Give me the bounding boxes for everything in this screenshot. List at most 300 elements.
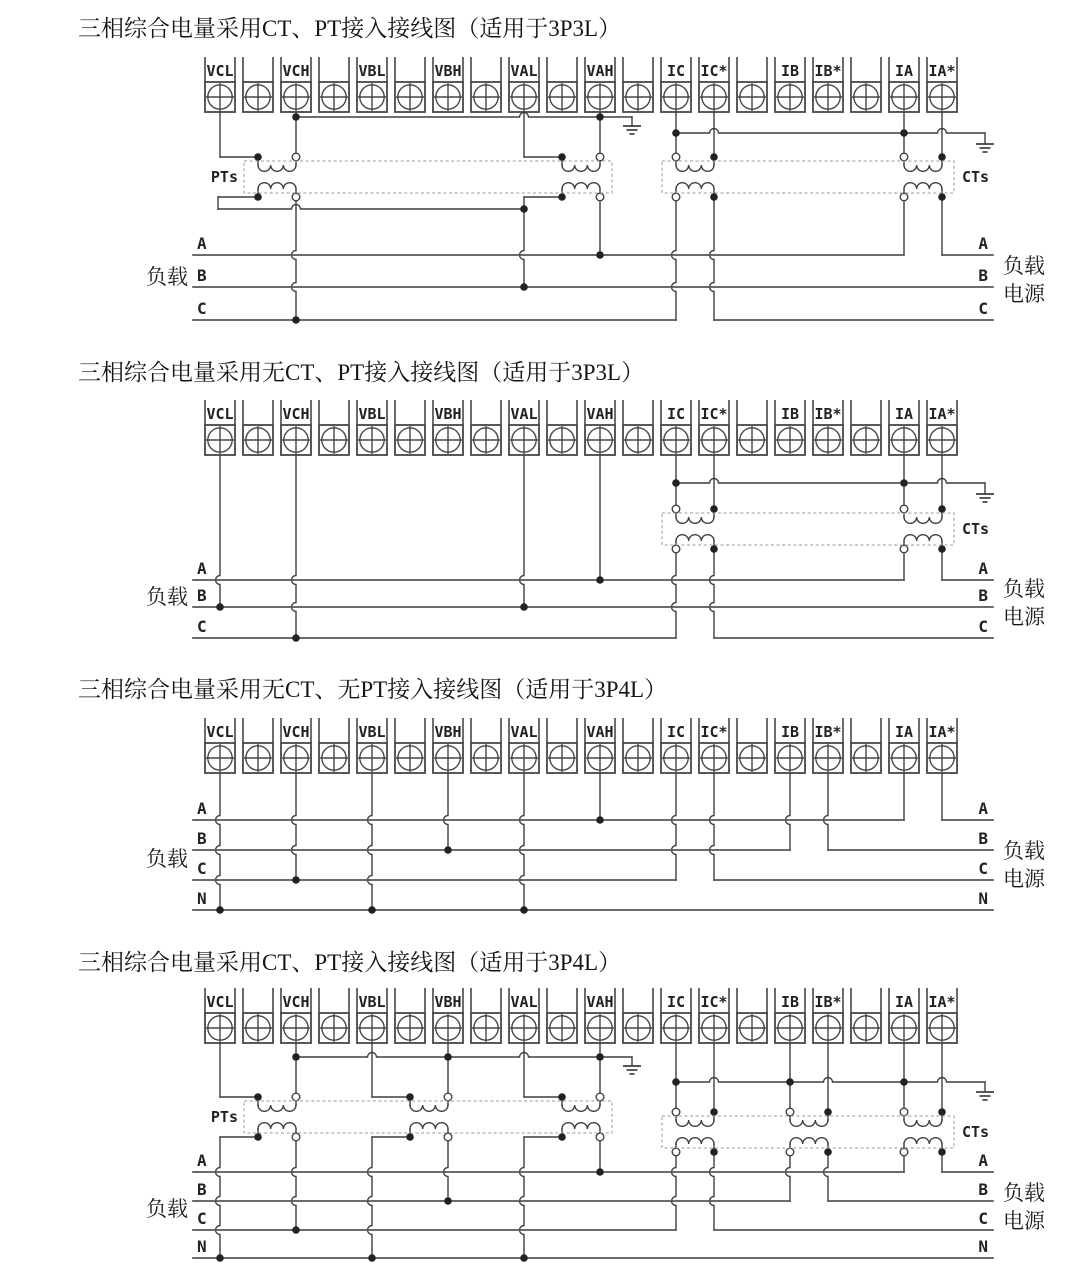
terminal-IB*	[813, 988, 843, 1043]
terminal-blank-14	[737, 400, 767, 455]
terminal-IC	[661, 718, 691, 773]
wire	[444, 773, 449, 850]
junction-dot-icon	[938, 193, 946, 201]
terminal-label-VAH: VAH	[586, 723, 614, 741]
junction-dot-icon	[938, 1108, 946, 1116]
phase-label-left-N: N	[197, 889, 207, 908]
load-source-label-line2: 电源	[1003, 867, 1045, 891]
pt-group-label: PTs	[210, 1108, 238, 1126]
terminal-label-VBH: VBH	[434, 723, 462, 741]
terminal-blank-3	[319, 400, 349, 455]
wire	[786, 1152, 791, 1201]
junction-dot-icon	[254, 153, 262, 161]
wire	[786, 773, 791, 850]
polarity-circle-icon	[672, 193, 680, 201]
terminal-blank-9	[547, 400, 577, 455]
transformer-winding	[676, 517, 714, 523]
wire	[672, 773, 677, 880]
terminal-label-IB: IB	[780, 62, 800, 80]
diagram-title: 三相综合电量采用无CT、无PT接入接线图（适用于3P4L）	[78, 677, 668, 702]
terminal-blank-1	[243, 400, 273, 455]
wire	[520, 455, 524, 607]
junction-dot-icon	[824, 1108, 832, 1116]
polarity-circle-icon	[596, 1133, 604, 1141]
terminal-label-VCH: VCH	[282, 405, 310, 423]
terminal-label-IB*: IB*	[814, 993, 842, 1011]
wire	[520, 773, 525, 910]
junction-dot-icon	[900, 1078, 908, 1086]
junction-dot-icon	[444, 1197, 452, 1205]
junction-dot-icon	[938, 153, 946, 161]
terminal-blank-7	[471, 718, 501, 773]
wire	[676, 479, 985, 484]
terminal-label-VAL: VAL	[510, 405, 538, 423]
terminal-label-IB: IB	[780, 405, 800, 423]
junction-dot-icon	[558, 193, 566, 201]
terminal-VAL	[509, 57, 539, 112]
wire	[672, 197, 677, 320]
polarity-circle-icon	[292, 193, 300, 201]
junction-dot-icon	[824, 1148, 832, 1156]
wire	[710, 1152, 715, 1230]
phase-label-right-C: C	[978, 617, 988, 636]
terminal-IC	[661, 57, 691, 112]
junction-dot-icon	[900, 479, 908, 487]
terminal-VBL	[357, 57, 387, 112]
transformer-winding	[258, 183, 296, 189]
polarity-circle-icon	[900, 545, 908, 553]
terminal-VCH	[281, 718, 311, 773]
terminal-blank-11	[623, 988, 653, 1043]
terminal-label-VCH: VCH	[282, 62, 310, 80]
terminal-IA*	[927, 57, 957, 112]
junction-dot-icon	[216, 603, 224, 611]
junction-dot-icon	[596, 576, 604, 584]
terminal-label-VBL: VBL	[358, 723, 386, 741]
terminal-IC*	[699, 400, 729, 455]
phase-label-left-N: N	[197, 1237, 207, 1256]
transformer-winding	[562, 1123, 600, 1129]
terminal-IC*	[699, 988, 729, 1043]
terminal-blank-1	[243, 718, 273, 773]
phase-label-left-B: B	[197, 586, 207, 605]
terminal-VAH	[585, 57, 615, 112]
phase-label-left-A: A	[197, 559, 207, 578]
polarity-circle-icon	[900, 505, 908, 513]
terminal-VAH	[585, 718, 615, 773]
junction-dot-icon	[596, 1168, 604, 1176]
junction-dot-icon	[216, 906, 224, 914]
terminal-IB*	[813, 57, 843, 112]
terminal-blank-3	[319, 988, 349, 1043]
terminal-blank-17	[851, 57, 881, 112]
terminal-blank-17	[851, 718, 881, 773]
transformer-winding	[562, 165, 600, 171]
load-source-label-line1: 负载	[1003, 254, 1045, 278]
terminal-label-VCL: VCL	[206, 723, 234, 741]
polarity-circle-icon	[672, 545, 680, 553]
terminal-VCH	[281, 988, 311, 1043]
junction-dot-icon	[216, 1254, 224, 1262]
terminal-VBL	[357, 988, 387, 1043]
terminal-blank-7	[471, 400, 501, 455]
terminal-IB	[775, 988, 805, 1043]
wire	[710, 773, 715, 880]
phase-label-right-B: B	[978, 1180, 988, 1199]
load-label-left: 负载	[146, 265, 188, 289]
phase-label-left-C: C	[197, 1209, 207, 1228]
phase-label-right-A: A	[978, 799, 988, 818]
terminal-IB*	[813, 400, 843, 455]
junction-dot-icon	[254, 193, 262, 201]
junction-dot-icon	[938, 1148, 946, 1156]
terminal-label-VAL: VAL	[510, 723, 538, 741]
diagram-title: 三相综合电量采用CT、PT接入接线图（适用于3P3L）	[78, 16, 622, 41]
pt-group-box	[244, 161, 612, 193]
transformer-winding	[562, 183, 600, 189]
polarity-circle-icon	[900, 1148, 908, 1156]
terminal-IB	[775, 400, 805, 455]
terminal-label-VAL: VAL	[510, 993, 538, 1011]
terminal-blank-9	[547, 718, 577, 773]
terminal-label-IA: IA	[894, 62, 914, 80]
terminal-VCH	[281, 400, 311, 455]
transformer-winding	[676, 165, 714, 171]
terminal-IA	[889, 718, 919, 773]
terminal-blank-3	[319, 718, 349, 773]
transformer-winding	[904, 183, 942, 189]
polarity-circle-icon	[786, 1108, 794, 1116]
phase-label-left-A: A	[197, 234, 207, 253]
wire	[216, 773, 221, 910]
junction-dot-icon	[710, 1148, 718, 1156]
junction-dot-icon	[900, 129, 908, 137]
terminal-IC*	[699, 57, 729, 112]
phase-label-left-B: B	[197, 829, 207, 848]
phase-label-right-C: C	[978, 859, 988, 878]
terminal-IC*	[699, 718, 729, 773]
junction-dot-icon	[710, 193, 718, 201]
ct-group-box	[662, 161, 954, 193]
terminal-label-VBH: VBH	[434, 993, 462, 1011]
transformer-winding	[904, 1120, 942, 1126]
terminal-IC	[661, 400, 691, 455]
polarity-circle-icon	[292, 153, 300, 161]
terminal-label-VAL: VAL	[510, 62, 538, 80]
ct-group-label: CTs	[962, 1123, 990, 1141]
load-label-left: 负载	[146, 847, 188, 871]
phase-label-left-C: C	[197, 617, 207, 636]
diagram-3p3l-ct-only	[78, 360, 1046, 642]
terminal-label-IC: IC	[666, 62, 686, 80]
terminal-blank-14	[737, 718, 767, 773]
load-label-left: 负载	[146, 1197, 188, 1221]
terminal-IA*	[927, 400, 957, 455]
terminal-label-IA*: IA*	[928, 723, 956, 741]
terminal-label-IC*: IC*	[700, 723, 728, 741]
wire	[672, 1152, 677, 1230]
terminal-blank-9	[547, 57, 577, 112]
terminal-label-VCH: VCH	[282, 993, 310, 1011]
terminal-IA	[889, 57, 919, 112]
pt-group-label: PTs	[210, 168, 238, 186]
terminal-blank-14	[737, 988, 767, 1043]
junction-dot-icon	[596, 251, 604, 259]
terminal-blank-14	[737, 57, 767, 112]
junction-dot-icon	[292, 1053, 300, 1061]
junction-dot-icon	[444, 846, 452, 854]
terminal-label-VBL: VBL	[358, 993, 386, 1011]
junction-dot-icon	[292, 1226, 300, 1234]
phase-label-left-C: C	[197, 299, 207, 318]
junction-dot-icon	[520, 205, 528, 213]
terminal-label-VBL: VBL	[358, 62, 386, 80]
terminal-IB	[775, 57, 805, 112]
transformer-winding	[904, 165, 942, 171]
pt-group-box	[244, 1101, 612, 1133]
polarity-circle-icon	[444, 1133, 452, 1141]
wire	[292, 455, 297, 638]
polarity-circle-icon	[596, 153, 604, 161]
junction-dot-icon	[254, 1133, 262, 1141]
junction-dot-icon	[672, 1078, 680, 1086]
phase-label-right-A: A	[978, 559, 988, 578]
terminal-VCL	[205, 718, 235, 773]
junction-dot-icon	[596, 816, 604, 824]
terminal-VBH	[433, 57, 463, 112]
diagram-title: 三相综合电量采用无CT、PT接入接线图（适用于3P3L）	[78, 360, 645, 385]
transformer-winding	[258, 1123, 296, 1129]
phase-label-right-N: N	[978, 889, 988, 908]
terminal-label-IB: IB	[780, 723, 800, 741]
terminal-label-IB*: IB*	[814, 723, 842, 741]
wire	[292, 773, 297, 880]
junction-dot-icon	[520, 283, 528, 291]
load-source-label-line1: 负载	[1003, 1181, 1045, 1205]
junction-dot-icon	[710, 1108, 718, 1116]
junction-dot-icon	[596, 1053, 604, 1061]
phase-label-right-B: B	[978, 586, 988, 605]
transformer-winding	[410, 1105, 448, 1111]
terminal-label-IC*: IC*	[700, 993, 728, 1011]
polarity-circle-icon	[672, 153, 680, 161]
junction-dot-icon	[710, 505, 718, 513]
junction-dot-icon	[520, 906, 528, 914]
terminal-blank-1	[243, 57, 273, 112]
wire	[520, 1137, 525, 1258]
phase-label-left-A: A	[197, 799, 207, 818]
junction-dot-icon	[254, 1093, 262, 1101]
load-source-label-line1: 负载	[1003, 577, 1045, 601]
terminal-IA*	[927, 718, 957, 773]
polarity-circle-icon	[444, 1093, 452, 1101]
phase-label-right-C: C	[978, 299, 988, 318]
terminal-IA*	[927, 988, 957, 1043]
junction-dot-icon	[406, 1093, 414, 1101]
junction-dot-icon	[786, 1078, 794, 1086]
terminal-VBH	[433, 988, 463, 1043]
terminal-label-IA*: IA*	[928, 993, 956, 1011]
transformer-winding	[562, 1105, 600, 1111]
transformer-winding	[676, 535, 714, 541]
junction-dot-icon	[558, 1133, 566, 1141]
polarity-circle-icon	[292, 1133, 300, 1141]
junction-dot-icon	[292, 876, 300, 884]
wire	[216, 1137, 221, 1258]
wire	[292, 1137, 297, 1230]
transformer-winding	[410, 1123, 448, 1129]
terminal-VBL	[357, 718, 387, 773]
junction-dot-icon	[520, 1254, 528, 1262]
terminal-label-IB*: IB*	[814, 62, 842, 80]
terminal-VBH	[433, 718, 463, 773]
terminal-VCL	[205, 57, 235, 112]
terminal-IA	[889, 400, 919, 455]
terminal-VAL	[509, 400, 539, 455]
terminal-blank-5	[395, 988, 425, 1043]
junction-dot-icon	[938, 545, 946, 553]
terminal-label-VBL: VBL	[358, 405, 386, 423]
wire	[676, 1078, 985, 1083]
polarity-circle-icon	[596, 193, 604, 201]
transformer-winding	[790, 1138, 828, 1144]
junction-dot-icon	[292, 316, 300, 324]
terminal-VCL	[205, 400, 235, 455]
terminal-label-IA: IA	[894, 993, 914, 1011]
phase-label-right-A: A	[978, 1151, 988, 1170]
terminal-label-VAH: VAH	[586, 405, 614, 423]
terminal-label-VAH: VAH	[586, 62, 614, 80]
polarity-circle-icon	[672, 1148, 680, 1156]
wire	[292, 197, 297, 320]
junction-dot-icon	[710, 153, 718, 161]
terminal-blank-5	[395, 718, 425, 773]
transformer-winding	[904, 1138, 942, 1144]
load-source-label-line1: 负载	[1003, 839, 1045, 863]
terminal-VBL	[357, 400, 387, 455]
ct-group-box	[662, 1116, 954, 1148]
junction-dot-icon	[292, 634, 300, 642]
wire	[824, 773, 829, 850]
diagram-title: 三相综合电量采用CT、PT接入接线图（适用于3P4L）	[78, 950, 622, 975]
terminal-blank-7	[471, 988, 501, 1043]
load-source-label-line2: 电源	[1003, 282, 1045, 306]
junction-dot-icon	[710, 545, 718, 553]
junction-dot-icon	[558, 1093, 566, 1101]
terminal-label-VBH: VBH	[434, 62, 462, 80]
wire	[444, 1137, 449, 1201]
wire	[368, 1137, 373, 1258]
terminal-blank-11	[623, 718, 653, 773]
junction-dot-icon	[520, 603, 528, 611]
terminal-blank-17	[851, 988, 881, 1043]
junction-dot-icon	[938, 505, 946, 513]
terminal-label-VCH: VCH	[282, 723, 310, 741]
terminal-blank-5	[395, 400, 425, 455]
terminal-label-VBH: VBH	[434, 405, 462, 423]
transformer-winding	[676, 183, 714, 189]
terminal-label-IC: IC	[666, 723, 686, 741]
terminal-label-VCL: VCL	[206, 993, 234, 1011]
wire	[296, 113, 632, 118]
terminal-label-IC*: IC*	[700, 62, 728, 80]
terminal-label-IB*: IB*	[814, 405, 842, 423]
junction-dot-icon	[444, 1053, 452, 1061]
terminal-VAH	[585, 988, 615, 1043]
wire	[296, 1053, 632, 1058]
load-label-left: 负载	[146, 585, 188, 609]
ct-group-label: CTs	[962, 168, 990, 186]
phase-label-left-A: A	[197, 1151, 207, 1170]
transformer-winding	[904, 517, 942, 523]
junction-dot-icon	[368, 1254, 376, 1262]
terminal-label-IA: IA	[894, 723, 914, 741]
phase-label-right-B: B	[978, 266, 988, 285]
phase-label-left-C: C	[197, 859, 207, 878]
terminal-label-IA: IA	[894, 405, 914, 423]
wire	[218, 205, 524, 209]
terminal-label-IA*: IA*	[928, 405, 956, 423]
terminal-label-VCL: VCL	[206, 405, 234, 423]
terminal-blank-3	[319, 57, 349, 112]
wire	[824, 1152, 829, 1201]
transformer-winding	[258, 1105, 296, 1111]
polarity-circle-icon	[786, 1148, 794, 1156]
terminal-label-IC: IC	[666, 405, 686, 423]
terminal-label-VCL: VCL	[206, 62, 234, 80]
diagram-3p4l-direct	[78, 677, 1046, 914]
polarity-circle-icon	[596, 1093, 604, 1101]
terminal-IB*	[813, 718, 843, 773]
wire	[710, 197, 715, 320]
terminal-label-IA*: IA*	[928, 62, 956, 80]
wire	[368, 773, 373, 910]
transformer-winding	[790, 1120, 828, 1126]
transformer-winding	[676, 1120, 714, 1126]
junction-dot-icon	[406, 1133, 414, 1141]
terminal-blank-9	[547, 988, 577, 1043]
junction-dot-icon	[558, 153, 566, 161]
polarity-circle-icon	[672, 1108, 680, 1116]
load-source-label-line2: 电源	[1003, 1209, 1045, 1233]
junction-dot-icon	[596, 113, 604, 121]
phase-label-left-B: B	[197, 266, 207, 285]
polarity-circle-icon	[900, 153, 908, 161]
phase-label-right-B: B	[978, 829, 988, 848]
diagram-3p3l-ct-pt	[78, 16, 1046, 324]
ct-group-box	[662, 513, 954, 545]
terminal-blank-7	[471, 57, 501, 112]
junction-dot-icon	[672, 479, 680, 487]
junction-dot-icon	[672, 129, 680, 137]
terminal-blank-5	[395, 57, 425, 112]
terminal-blank-11	[623, 400, 653, 455]
ct-group-label: CTs	[962, 520, 990, 538]
polarity-circle-icon	[672, 505, 680, 513]
terminal-IB	[775, 718, 805, 773]
terminal-IA	[889, 988, 919, 1043]
terminal-label-VAH: VAH	[586, 993, 614, 1011]
load-source-label-line2: 电源	[1003, 605, 1045, 629]
terminal-VAL	[509, 988, 539, 1043]
wire	[216, 455, 220, 607]
terminal-IC	[661, 988, 691, 1043]
terminal-label-IB: IB	[780, 993, 800, 1011]
phase-label-right-A: A	[978, 234, 988, 253]
phase-label-right-C: C	[978, 1209, 988, 1228]
transformer-winding	[258, 165, 296, 171]
polarity-circle-icon	[900, 1108, 908, 1116]
